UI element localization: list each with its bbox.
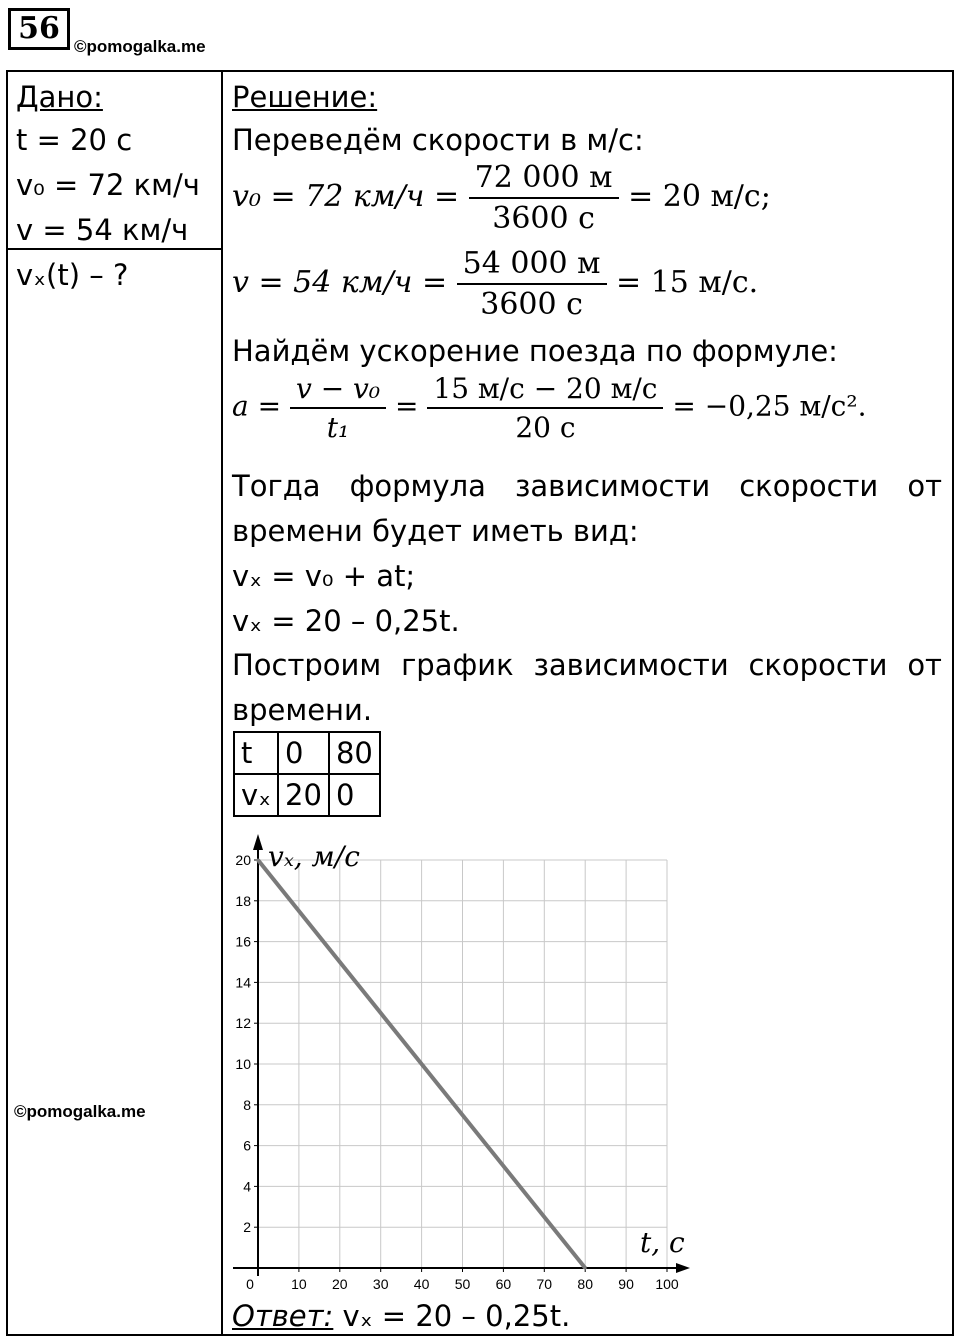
word: Тогда [232, 469, 321, 503]
eq3-den2: 20 с [515, 411, 576, 444]
eq3-rhs: = −0,25 м/с². [672, 389, 867, 423]
table-cell: 0 [329, 774, 380, 816]
y-tick-label: 12 [235, 1015, 251, 1032]
word: от [907, 469, 942, 503]
eq1-numerator: 72 000 м [469, 160, 619, 199]
x-tick-label: 30 [372, 1276, 389, 1292]
answer-text: vₓ = 20 – 0,25t. [342, 1299, 571, 1333]
eq1-fraction [469, 160, 619, 236]
velocity-time-chart [225, 832, 695, 1302]
table-cell: 20 [278, 774, 329, 816]
formula-general: vₓ = v₀ + at; [232, 559, 416, 593]
eq3-num1: v − v₀ [290, 372, 386, 409]
data-point [257, 859, 260, 862]
word: зависимости [514, 469, 711, 503]
y-tick-label: 2 [243, 1219, 251, 1236]
y-tick-label: 16 [235, 933, 251, 950]
answer-line [232, 1299, 570, 1333]
x-tick-label: 40 [413, 1276, 430, 1292]
table-cell: vₓ [234, 774, 278, 816]
eq2-lhs: v = 54 км/ч = [232, 265, 448, 300]
word: скорости [748, 648, 888, 682]
x-tick-label: 10 [291, 1276, 307, 1292]
y-tick-label: 10 [235, 1056, 251, 1072]
eq2-rhs: = 15 м/с. [616, 265, 759, 300]
convert-text: Переведём скорости в м/с: [232, 123, 644, 157]
table-cell: 80 [329, 732, 380, 774]
table-row [234, 774, 380, 816]
x-tick-label: 80 [577, 1276, 593, 1292]
equation-initial-speed [232, 160, 771, 236]
watermark-top: ©pomogalka.me [74, 37, 206, 56]
eq2-numerator: 54 000 м [457, 246, 607, 285]
given-time: t = 20 с [16, 123, 133, 157]
solution-title: Решение: [232, 80, 378, 114]
values-table [233, 731, 381, 817]
graph-intro-line2: времени. [232, 693, 373, 727]
word: скорости [739, 469, 879, 503]
eq2-denominator: 3600 с [480, 287, 583, 322]
y-tick-label: 14 [235, 974, 251, 991]
equation-acceleration [232, 372, 866, 444]
eq3-a: a = [232, 389, 282, 423]
eq1-rhs: = 20 м/с; [628, 179, 771, 214]
eq3-den1: t₁ [326, 411, 350, 444]
table-cell: t [234, 732, 278, 774]
eq3-fraction-symbolic [290, 372, 386, 444]
word: формула [349, 469, 486, 503]
given-final-speed: v = 54 км/ч [16, 213, 189, 247]
y-axis-label: vₓ, м/с [268, 840, 360, 873]
word: от [907, 648, 942, 682]
y-axis-arrow [253, 834, 263, 850]
x-tick-label: 20 [332, 1276, 348, 1292]
x-tick-label: 50 [454, 1276, 471, 1292]
eq2-fraction [457, 246, 607, 322]
find-quantity: vₓ(t) – ? [16, 258, 129, 292]
table-cell: 0 [278, 732, 329, 774]
table-row [234, 732, 380, 774]
formula-specific: vₓ = 20 – 0,25t. [232, 604, 460, 638]
given-divider [6, 248, 223, 250]
x-tick-label: 60 [495, 1276, 512, 1292]
eq3-equals: = [395, 389, 419, 423]
graph-intro-line1 [232, 648, 942, 682]
formula-intro-line1 [232, 469, 942, 503]
x-tick-label: 100 [655, 1276, 679, 1292]
problem-number: 56 [8, 8, 70, 50]
answer-label: Ответ: [232, 1299, 334, 1333]
x-axis-label: t, с [640, 1226, 685, 1259]
column-divider [221, 70, 223, 1336]
accel-text: Найдём ускорение поезда по формуле: [232, 334, 838, 368]
eq1-lhs: v₀ = 72 км/ч = [232, 179, 460, 214]
equation-final-speed [232, 246, 758, 322]
word: график [401, 648, 514, 682]
word: Построим [232, 648, 382, 682]
eq1-denominator: 3600 с [492, 201, 595, 236]
x-tick-label: 90 [618, 1276, 634, 1292]
y-tick-label: 4 [243, 1178, 251, 1195]
word: зависимости [533, 648, 729, 682]
formula-intro-line2: времени будет иметь вид: [232, 514, 639, 548]
eq3-num2: 15 м/с − 20 м/с [427, 372, 663, 409]
y-tick-label: 8 [243, 1096, 251, 1113]
data-point [584, 1267, 587, 1270]
given-initial-speed: v₀ = 72 км/ч [16, 168, 200, 202]
eq3-fraction-numeric [427, 372, 663, 444]
watermark-side: ©pomogalka.me [14, 1102, 146, 1121]
chart-grid [258, 860, 667, 1268]
x-tick-label: 70 [536, 1276, 553, 1292]
x-tick-label: 0 [246, 1276, 254, 1292]
y-tick-label: 20 [235, 852, 251, 868]
chart-tick-labels [235, 852, 678, 1292]
x-axis-arrow [676, 1263, 690, 1273]
y-tick-label: 6 [243, 1137, 251, 1154]
y-tick-label: 18 [235, 892, 251, 909]
given-title: Дано: [16, 80, 103, 114]
